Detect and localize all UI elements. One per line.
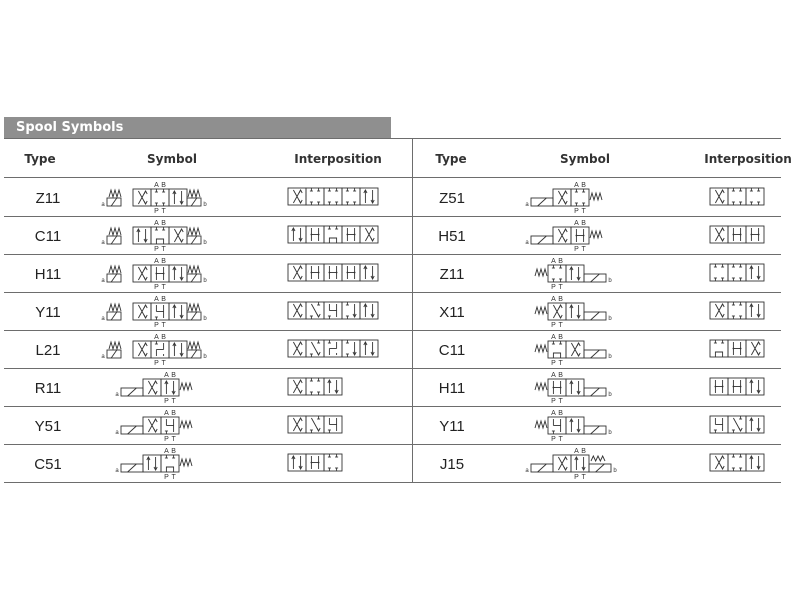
valve-symbol-icon	[508, 179, 638, 220]
row-separator	[4, 330, 781, 331]
svg-text:b: b	[608, 430, 612, 436]
svg-text:A: A	[154, 220, 159, 227]
svg-text:A: A	[164, 410, 169, 417]
svg-text:a: a	[115, 468, 119, 474]
valve-symbol-icon	[98, 369, 228, 410]
svg-text:b: b	[608, 316, 612, 322]
spool-type: Z51	[439, 190, 465, 207]
interposition-symbol-icon	[286, 376, 344, 403]
interposition-symbol-icon	[708, 262, 766, 289]
interposition-symbol-icon	[708, 338, 766, 365]
svg-text:T: T	[171, 398, 176, 405]
interposition-symbol-icon	[286, 452, 344, 479]
spool-type: J15	[439, 456, 465, 473]
svg-text:B: B	[161, 296, 166, 303]
valve-symbol-icon	[98, 407, 228, 448]
interposition-symbol-icon	[286, 224, 380, 251]
interposition-symbol-icon	[708, 224, 766, 251]
svg-text:P: P	[164, 436, 169, 443]
spool-type: C11	[438, 342, 466, 359]
header-interposition-left: Interposition	[294, 152, 382, 166]
svg-text:T: T	[581, 208, 586, 215]
svg-text:A: A	[164, 372, 169, 379]
svg-text:B: B	[581, 448, 586, 455]
svg-text:a: a	[115, 430, 119, 436]
svg-text:T: T	[558, 436, 563, 443]
svg-text:a: a	[101, 240, 105, 246]
svg-text:a: a	[101, 202, 105, 208]
svg-text:P: P	[154, 284, 159, 291]
valve-symbol-icon	[98, 179, 228, 220]
valve-symbol-icon	[508, 255, 638, 296]
interposition-symbol-icon	[708, 186, 766, 213]
svg-text:P: P	[164, 474, 169, 481]
svg-text:b: b	[608, 354, 612, 360]
svg-text:P: P	[164, 398, 169, 405]
spool-type: H51	[438, 228, 466, 245]
svg-text:A: A	[154, 258, 159, 265]
spool-type: Y11	[35, 304, 61, 321]
svg-text:B: B	[171, 448, 176, 455]
interposition-symbol-icon	[286, 186, 380, 213]
interposition-symbol-icon	[708, 376, 766, 403]
svg-text:P: P	[574, 246, 579, 253]
svg-text:T: T	[161, 360, 166, 367]
header-symbol-left: Symbol	[147, 152, 197, 166]
title-underline	[4, 138, 781, 139]
svg-text:T: T	[161, 284, 166, 291]
column-divider	[412, 139, 413, 482]
valve-symbol-icon	[98, 293, 228, 334]
row-separator	[4, 254, 781, 255]
interposition-symbol-icon	[286, 338, 380, 365]
valve-symbol-icon	[508, 293, 638, 334]
svg-text:T: T	[558, 322, 563, 329]
valve-symbol-icon	[508, 445, 638, 486]
svg-text:T: T	[581, 246, 586, 253]
svg-text:b: b	[203, 354, 207, 360]
interposition-symbol-icon	[286, 414, 344, 441]
svg-text:P: P	[551, 322, 556, 329]
valve-symbol-icon	[98, 445, 228, 486]
row-separator	[4, 292, 781, 293]
svg-text:b: b	[203, 316, 207, 322]
header-symbol-right: Symbol	[560, 152, 610, 166]
svg-text:B: B	[161, 334, 166, 341]
spool-type: X11	[439, 304, 465, 321]
svg-text:B: B	[161, 220, 166, 227]
svg-text:P: P	[574, 474, 579, 481]
svg-text:B: B	[171, 372, 176, 379]
svg-text:B: B	[558, 296, 563, 303]
svg-text:B: B	[581, 220, 586, 227]
valve-symbol-icon	[508, 217, 638, 258]
svg-text:b: b	[203, 278, 207, 284]
svg-text:P: P	[551, 360, 556, 367]
interposition-symbol-icon	[708, 300, 766, 327]
svg-text:P: P	[154, 360, 159, 367]
interposition-symbol-icon	[708, 452, 766, 479]
svg-text:A: A	[551, 410, 556, 417]
svg-text:A: A	[574, 448, 579, 455]
svg-text:T: T	[581, 474, 586, 481]
svg-text:A: A	[574, 182, 579, 189]
spool-type: C11	[34, 228, 62, 245]
valve-symbol-icon	[98, 255, 228, 296]
svg-text:b: b	[608, 392, 612, 398]
svg-text:b: b	[613, 468, 617, 474]
svg-text:A: A	[551, 334, 556, 341]
svg-text:a: a	[525, 202, 529, 208]
svg-text:a: a	[525, 240, 529, 246]
valve-symbol-icon	[98, 331, 228, 372]
interposition-symbol-icon	[286, 300, 380, 327]
spool-type: Y51	[34, 418, 62, 435]
row-separator	[4, 406, 781, 407]
row-separator	[4, 368, 781, 369]
interposition-symbol-icon	[286, 262, 380, 289]
spool-type: L21	[35, 342, 61, 359]
svg-text:T: T	[171, 474, 176, 481]
svg-text:A: A	[164, 448, 169, 455]
svg-text:P: P	[154, 246, 159, 253]
svg-text:B: B	[558, 258, 563, 265]
svg-text:T: T	[161, 322, 166, 329]
svg-text:B: B	[558, 372, 563, 379]
header-interposition-right: Interposition	[704, 152, 792, 166]
svg-text:a: a	[525, 468, 529, 474]
spool-type: Z11	[439, 266, 465, 283]
spool-type: C51	[34, 456, 62, 473]
svg-text:B: B	[171, 410, 176, 417]
spool-type: H11	[34, 266, 62, 283]
valve-symbol-icon	[508, 369, 638, 410]
svg-text:A: A	[154, 182, 159, 189]
spool-type: Y11	[439, 418, 465, 435]
svg-text:T: T	[161, 208, 166, 215]
valve-symbol-icon	[508, 331, 638, 372]
svg-text:A: A	[574, 220, 579, 227]
svg-text:P: P	[551, 398, 556, 405]
svg-text:B: B	[558, 334, 563, 341]
spool-type: R11	[34, 380, 62, 397]
spool-type: H11	[438, 380, 466, 397]
svg-text:B: B	[161, 182, 166, 189]
svg-text:a: a	[115, 392, 119, 398]
svg-text:b: b	[203, 202, 207, 208]
svg-text:P: P	[551, 436, 556, 443]
valve-symbol-icon	[98, 217, 228, 258]
svg-text:B: B	[581, 182, 586, 189]
svg-text:b: b	[608, 278, 612, 284]
svg-text:T: T	[161, 246, 166, 253]
interposition-symbol-icon	[708, 414, 766, 441]
svg-text:T: T	[558, 360, 563, 367]
row-separator	[4, 482, 781, 483]
svg-text:A: A	[551, 372, 556, 379]
row-separator	[4, 444, 781, 445]
svg-text:T: T	[558, 284, 563, 291]
svg-text:B: B	[161, 258, 166, 265]
row-separator	[4, 177, 781, 178]
row-separator	[4, 216, 781, 217]
header-type-left: Type	[24, 152, 56, 166]
svg-text:P: P	[154, 322, 159, 329]
header-type-right: Type	[435, 152, 467, 166]
svg-text:A: A	[154, 296, 159, 303]
svg-text:T: T	[558, 398, 563, 405]
spool-type: Z11	[35, 190, 61, 207]
svg-text:A: A	[551, 296, 556, 303]
valve-symbol-icon	[508, 407, 638, 448]
svg-text:T: T	[171, 436, 176, 443]
svg-text:a: a	[101, 278, 105, 284]
svg-text:b: b	[203, 240, 207, 246]
svg-text:P: P	[574, 208, 579, 215]
svg-text:a: a	[101, 316, 105, 322]
svg-text:B: B	[558, 410, 563, 417]
svg-text:a: a	[101, 354, 105, 360]
svg-text:P: P	[551, 284, 556, 291]
svg-text:P: P	[154, 208, 159, 215]
section-title: Spool Symbols	[4, 117, 391, 138]
svg-text:A: A	[154, 334, 159, 341]
svg-text:A: A	[551, 258, 556, 265]
